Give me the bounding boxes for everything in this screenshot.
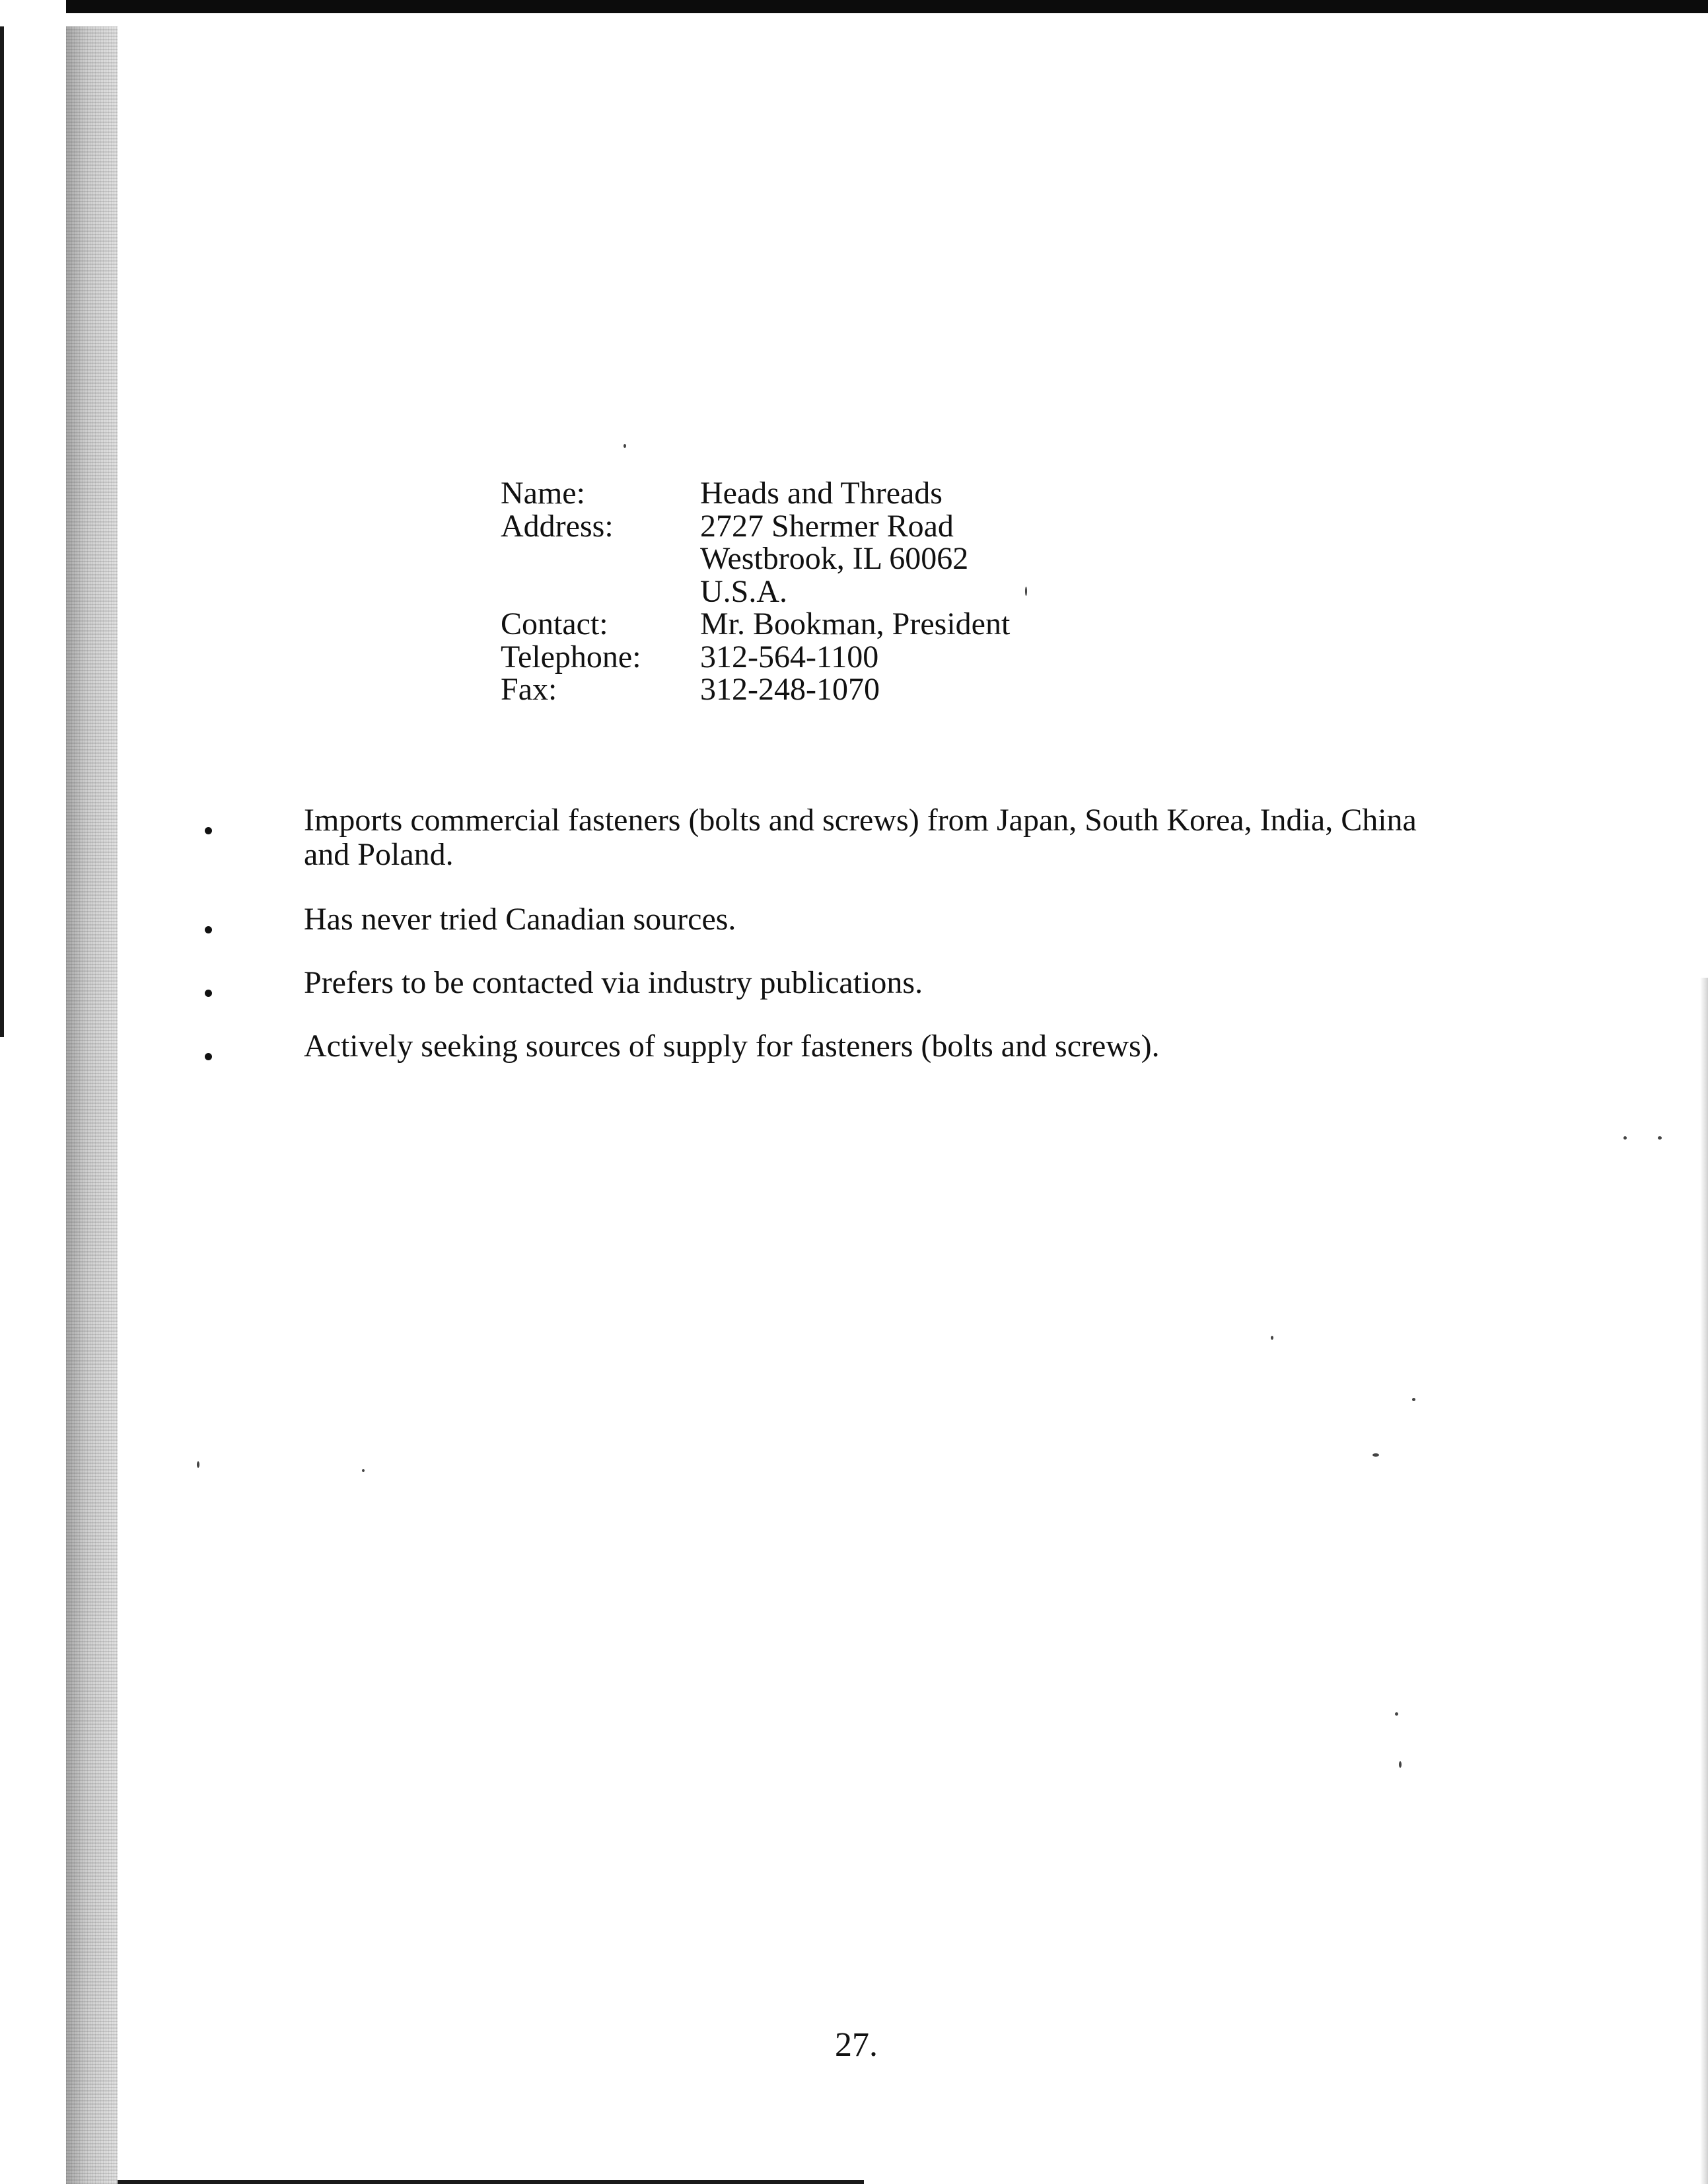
- bullet-item: [198, 966, 1519, 1000]
- address-label: Address:: [501, 508, 614, 544]
- bullet-icon: [198, 902, 304, 937]
- scan-speck: [1271, 1336, 1273, 1340]
- scan-bottom-edge: [118, 2180, 864, 2184]
- bullet-text: Actively seeking sources of supply for fasteners (bolts and screws).: [304, 1029, 1160, 1064]
- fax-row: [501, 673, 1010, 706]
- fax-label: Fax:: [501, 672, 557, 707]
- scan-left-margin: [0, 0, 66, 2184]
- bullet-icon: [198, 803, 304, 872]
- address-country: U.S.A.: [700, 573, 788, 609]
- scan-speck: [1412, 1398, 1415, 1401]
- empty-label: [501, 542, 700, 575]
- bullet-icon: [198, 966, 304, 1000]
- telephone-row: [501, 641, 1010, 674]
- name-label: Name:: [501, 476, 585, 511]
- bullet-item: [198, 902, 1519, 937]
- company-contact-card: [501, 477, 1010, 706]
- scan-speck: [1025, 587, 1027, 596]
- bullet-icon: [198, 1029, 304, 1064]
- bullet-text: Has never tried Canadian sources.: [304, 902, 736, 937]
- scan-binding-shadow: [0, 26, 4, 1037]
- bullet-text: Imports commercial fasteners (bolts and screws) from Japan, South Korea, India, China and Poland.: [304, 803, 1417, 872]
- address-row: [501, 510, 1010, 543]
- contact-row: [501, 608, 1010, 641]
- bullet-item: [198, 803, 1519, 872]
- company-name-value: Heads and Threads: [700, 476, 943, 511]
- address-line-1: 2727 Shermer Road: [700, 508, 954, 544]
- scan-binding-edge: [66, 26, 118, 2184]
- telephone-label: Telephone:: [501, 639, 641, 674]
- contact-person-value: Mr. Bookman, President: [700, 606, 1011, 641]
- scan-speck: [1399, 1761, 1402, 1768]
- bullet-text: Prefers to be contacted via industry publications.: [304, 965, 923, 1000]
- scan-speck: [197, 1461, 199, 1468]
- scan-speck: [362, 1469, 365, 1472]
- page-number: 27.: [835, 2026, 878, 2064]
- telephone-value: 312-564-1100: [700, 639, 879, 674]
- name-row: [501, 477, 1010, 510]
- bullet-list: [198, 803, 1519, 1093]
- address-row-2: [501, 542, 1010, 575]
- address-row-3: [501, 575, 1010, 608]
- scan-speck: [1658, 1136, 1662, 1140]
- scan-top-edge: [0, 0, 1708, 13]
- scan-speck: [1395, 1712, 1398, 1716]
- bullet-item: [198, 1029, 1519, 1064]
- scan-speck: [1623, 1136, 1627, 1140]
- scan-speck: [623, 444, 626, 448]
- scan-speck: [1372, 1453, 1379, 1457]
- contact-label: Contact:: [501, 606, 608, 641]
- empty-label: [501, 575, 700, 608]
- address-line-2: Westbrook, IL 60062: [700, 541, 969, 576]
- scan-right-edge: [1700, 978, 1708, 2184]
- fax-value: 312-248-1070: [700, 672, 880, 707]
